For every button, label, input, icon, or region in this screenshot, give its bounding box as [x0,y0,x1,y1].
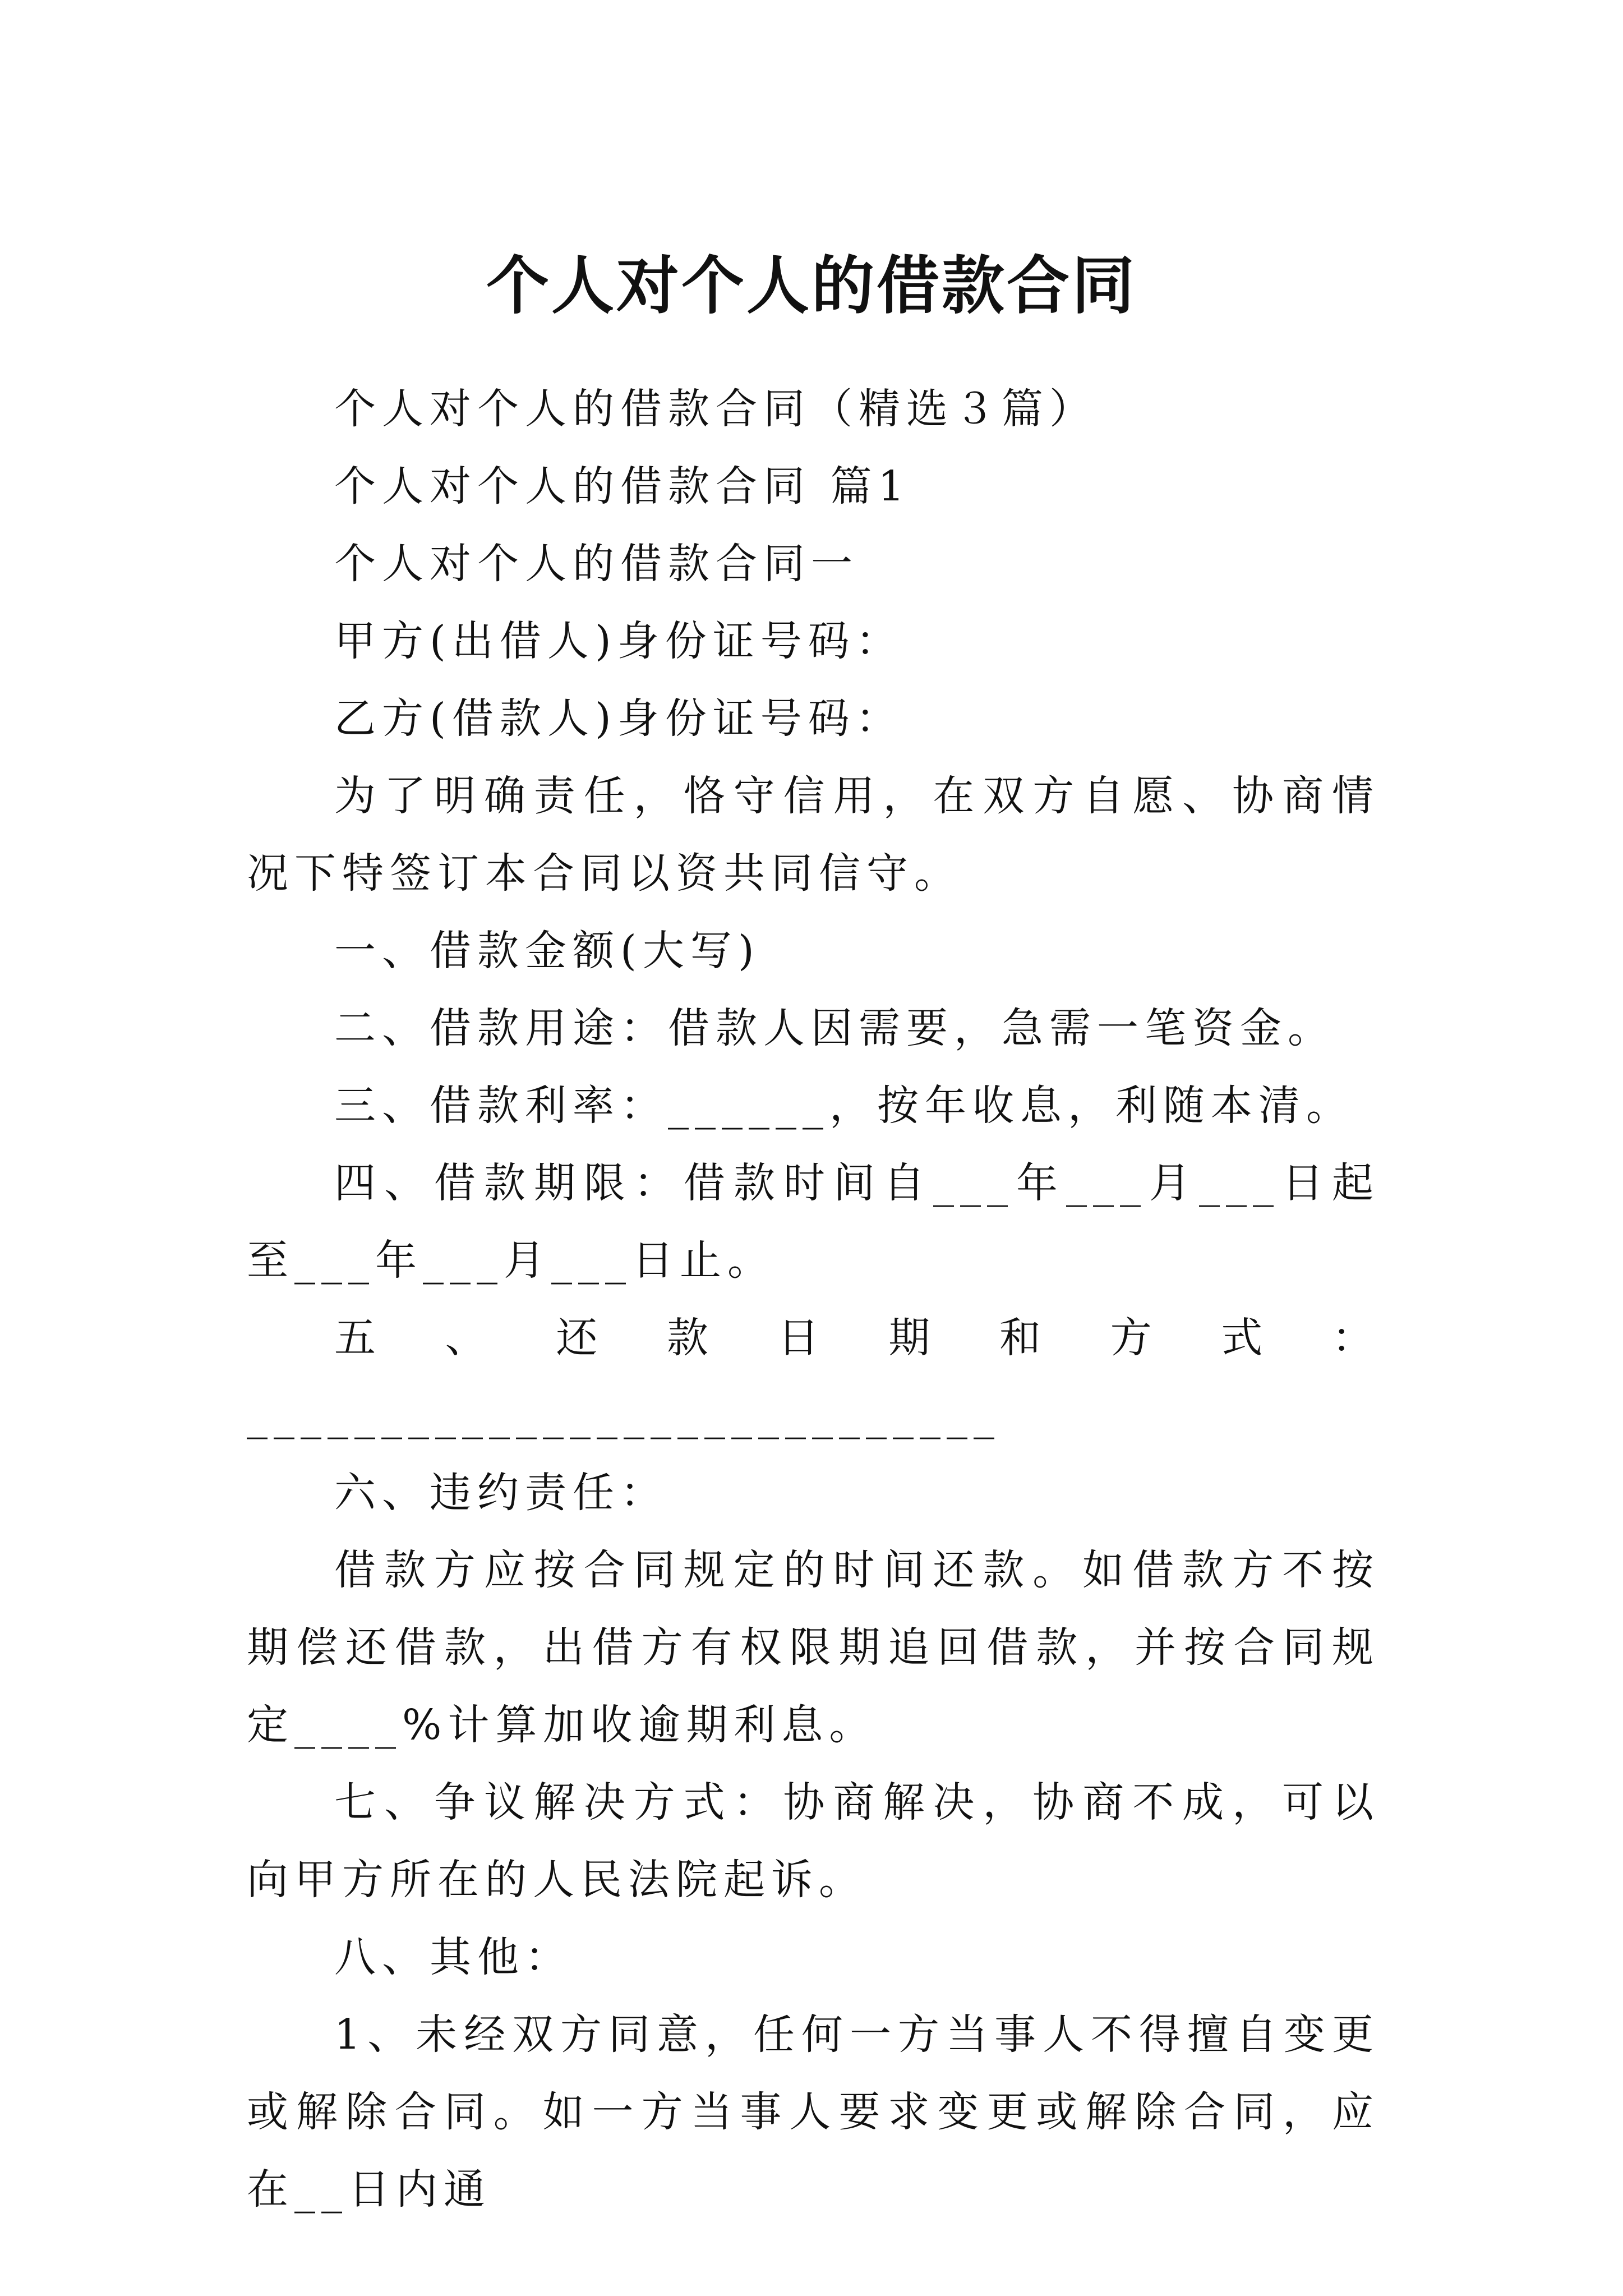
clause-loan-purpose: 二、借款用途：借款人因需要，急需一笔资金。 [334,1004,1335,1052]
paragraph-subtitle: 个人对个人的借款合同（精选３篇） [334,385,1097,433]
clause-breach-heading: 六、违约责任： [334,1469,668,1517]
paragraph-party-a: 甲方(出借人)身份证号码： [334,617,903,665]
document-body [247,370,1380,2228]
paragraph-section-heading: 个人对个人的借款合同 篇1 [334,462,911,510]
clause-breach-body: 借款方应按合同规定的时间还款。如借款方不按期偿还借款，出借方有权限期追回借款，并按合同规定____%计算加收逾期利息。 [247,1546,1380,1749]
clause-repayment: 五、还款日期和方式：____________________________ [247,1314,1380,1439]
paragraph-contract-heading: 个人对个人的借款合同一 [334,540,859,588]
clause-loan-term: 四、借款期限：借款时间自___年___月___日起至___年___月___日止。 [247,1159,1380,1285]
clause-other-heading: 八、其他： [334,1933,573,1981]
paragraph-party-b: 乙方(借款人)身份证号码： [334,694,903,743]
clause-interest-rate: 三、借款利率：______，按年收息，利随本清。 [334,1082,1354,1130]
clause-other-item-1: 1、未经双方同意，任何一方当事人不得擅自变更或解除合同。如一方当事人要求变更或解除合同，应在__日内通 [247,2010,1380,2214]
document-title: 个人对个人的借款合同 [486,249,1137,323]
clause-loan-amount: 一、借款金额(大写) [334,927,760,975]
clause-dispute: 七、争议解决方式：协商解决，协商不成，可以向甲方所在的人民法院起诉。 [247,1778,1380,1904]
paragraph-preamble: 为了明确责任，恪守信用，在双方自愿、协商情况下特签订本合同以资共同信守。 [247,772,1380,898]
